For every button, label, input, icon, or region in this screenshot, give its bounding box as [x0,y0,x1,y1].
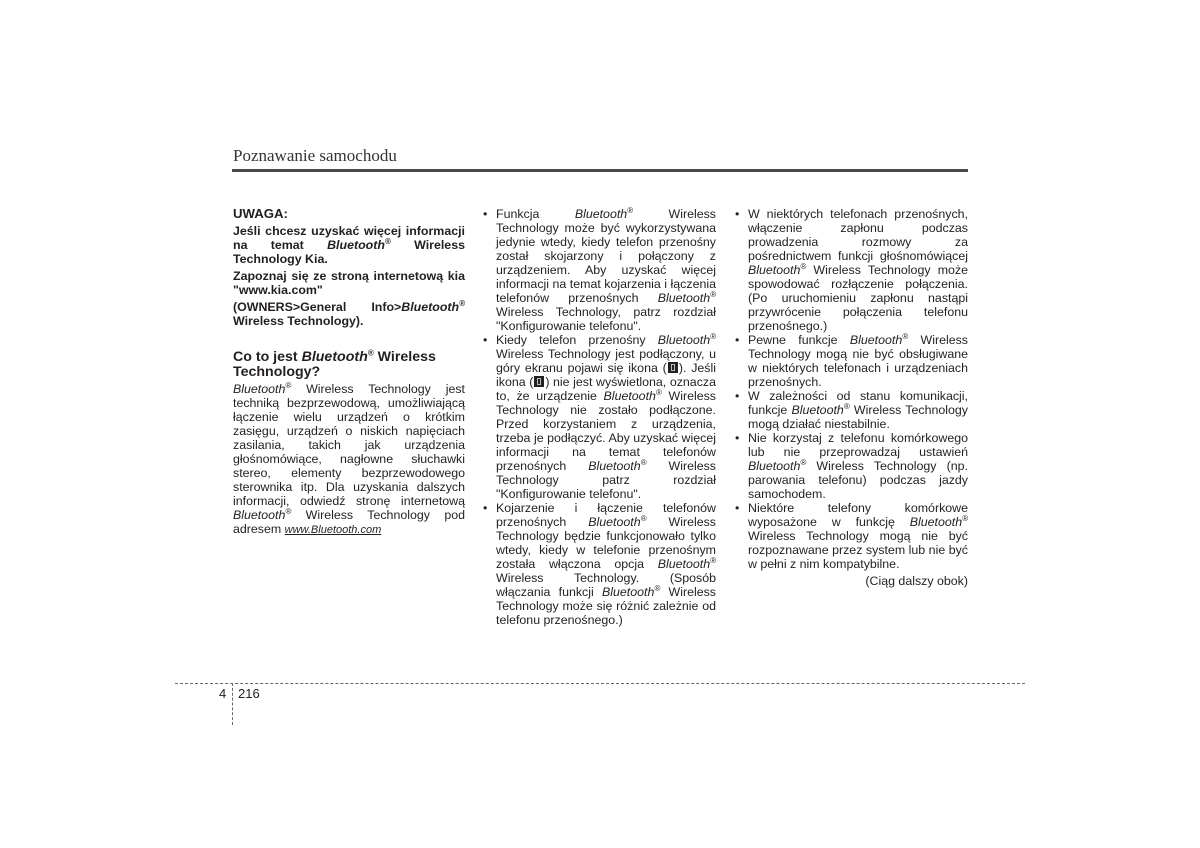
footer-rule [175,683,1025,684]
bullet-list [735,207,968,571]
list-item: • Niektóre telefony komórkowe wyposażone w funkcję Bluetooth® Wireless Technology mogą nie być rozpoznawane przez system lub nie być w pełni z nim kompatybilne. [735,501,968,571]
list-item: • Kojarzenie i łączenie telefonów przenośnych Bluetooth® Wireless Technology będzie funkcjonowało tylko wtedy, kiedy w telefonie przenośnym została włączona opcja Bluetooth® Wireless Technology. (Sposób włączania funkcji Bluetooth® Wireless Technology może się różnić zależnie od telefonu przenośnego.) [483,501,716,627]
section-body: Bluetooth® Wireless Technology jest techniką bezprzewodową, umożliwiającą łączenie wielu urządzeń o krótkim zasięgu, urządzeń o niskich napięciach zasilania, takich jak urządzenia głośnomówiące, nagłowne słuchawki stereo, elementy bezprzewodowego sterownika itp. Dla uzyskania dalszych informacji, odwiedź stronę internetową Bluetooth® Wireless Technology pod adresem www.Bluetooth.com [233,380,465,536]
column-3 [735,207,968,588]
continued-note: (Ciąg dalszy obok) [865,574,968,588]
note-paragraph-2: Zapoznaj się ze stroną internetową kia "www.kia.com" [233,269,465,297]
note-body [233,224,465,328]
bluetooth-status-icon [668,362,678,373]
page-number: 216 [238,686,260,701]
chapter-number: 4 [219,686,227,701]
section-title: Co to jest Bluetooth® Wireless Technology? [233,348,436,380]
bluetooth-website-link[interactable]: www.Bluetooth.com [284,524,382,536]
list-item: • Kiedy telefon przenośny Bluetooth® Wireless Technology jest podłączony, u góry ekranu pojawi się ikona ( ). Jeśli ikona ( ) nie jest wyświetlona, oznacza to, że urządzenie Bluetooth® Wireless Technology nie zostało podłączone. Przed korzystaniem z urządzenia, trzeba je podłączyć. Aby uzyskać więcej informacji na temat telefonów przenośnych Bluetooth® Wireless Technology patrz rozdział "Konfigurowanie telefonu". [483,333,716,501]
list-item: • W niektórych telefonach przenośnych, włączenie zapłonu podczas prowadzenia rozmowy za pośrednictwem funkcji głośnomówiącej Bluetooth® Wireless Technology może spowodować rozłączenie połączenia. (Po uruchomieniu zapłonu nastąpi przywrócenie połączenia telefonu przenośnego.) [735,207,968,333]
header-rule [232,169,968,172]
note-heading: UWAGA: [233,206,288,221]
list-item: • Nie korzystaj z telefonu komórkowego lub nie przeprowadzaj ustawień Bluetooth® Wireless Technology (np. parowania telefonu) podczas jazdy samochodem. [735,431,968,501]
footer-divider [232,683,233,725]
bluetooth-status-icon [534,376,544,387]
note-paragraph-3: (OWNERS>General Info>Bluetooth® Wireless Technology). [233,298,465,328]
list-item: • W zależności od stanu komunikacji, funkcje Bluetooth® Wireless Technology mogą działać niestabilnie. [735,389,968,431]
column-1 [233,207,465,537]
column-2 [483,207,716,627]
page-title: Poznawanie samochodu [233,146,397,165]
bullet-list [483,207,716,627]
list-item: • Funkcja Bluetooth® Wireless Technology może być wykorzystywana jedynie wtedy, kiedy telefon przenośny został skojarzony i połączony z urządzeniem. Aby uzyskać więcej informacji na temat kojarzenia i łączenia telefonów przenośnych Bluetooth® Wireless Technology, patrz rozdział "Konfigurowanie telefonu". [483,207,716,333]
note-paragraph-1: Jeśli chcesz uzyskać więcej informacji na temat Bluetooth® Wireless Technology Kia. [233,224,465,266]
list-item: • Pewne funkcje Bluetooth® Wireless Technology mogą nie być obsługiwane w niektórych telefonach i urządzeniach przenośnych. [735,333,968,389]
